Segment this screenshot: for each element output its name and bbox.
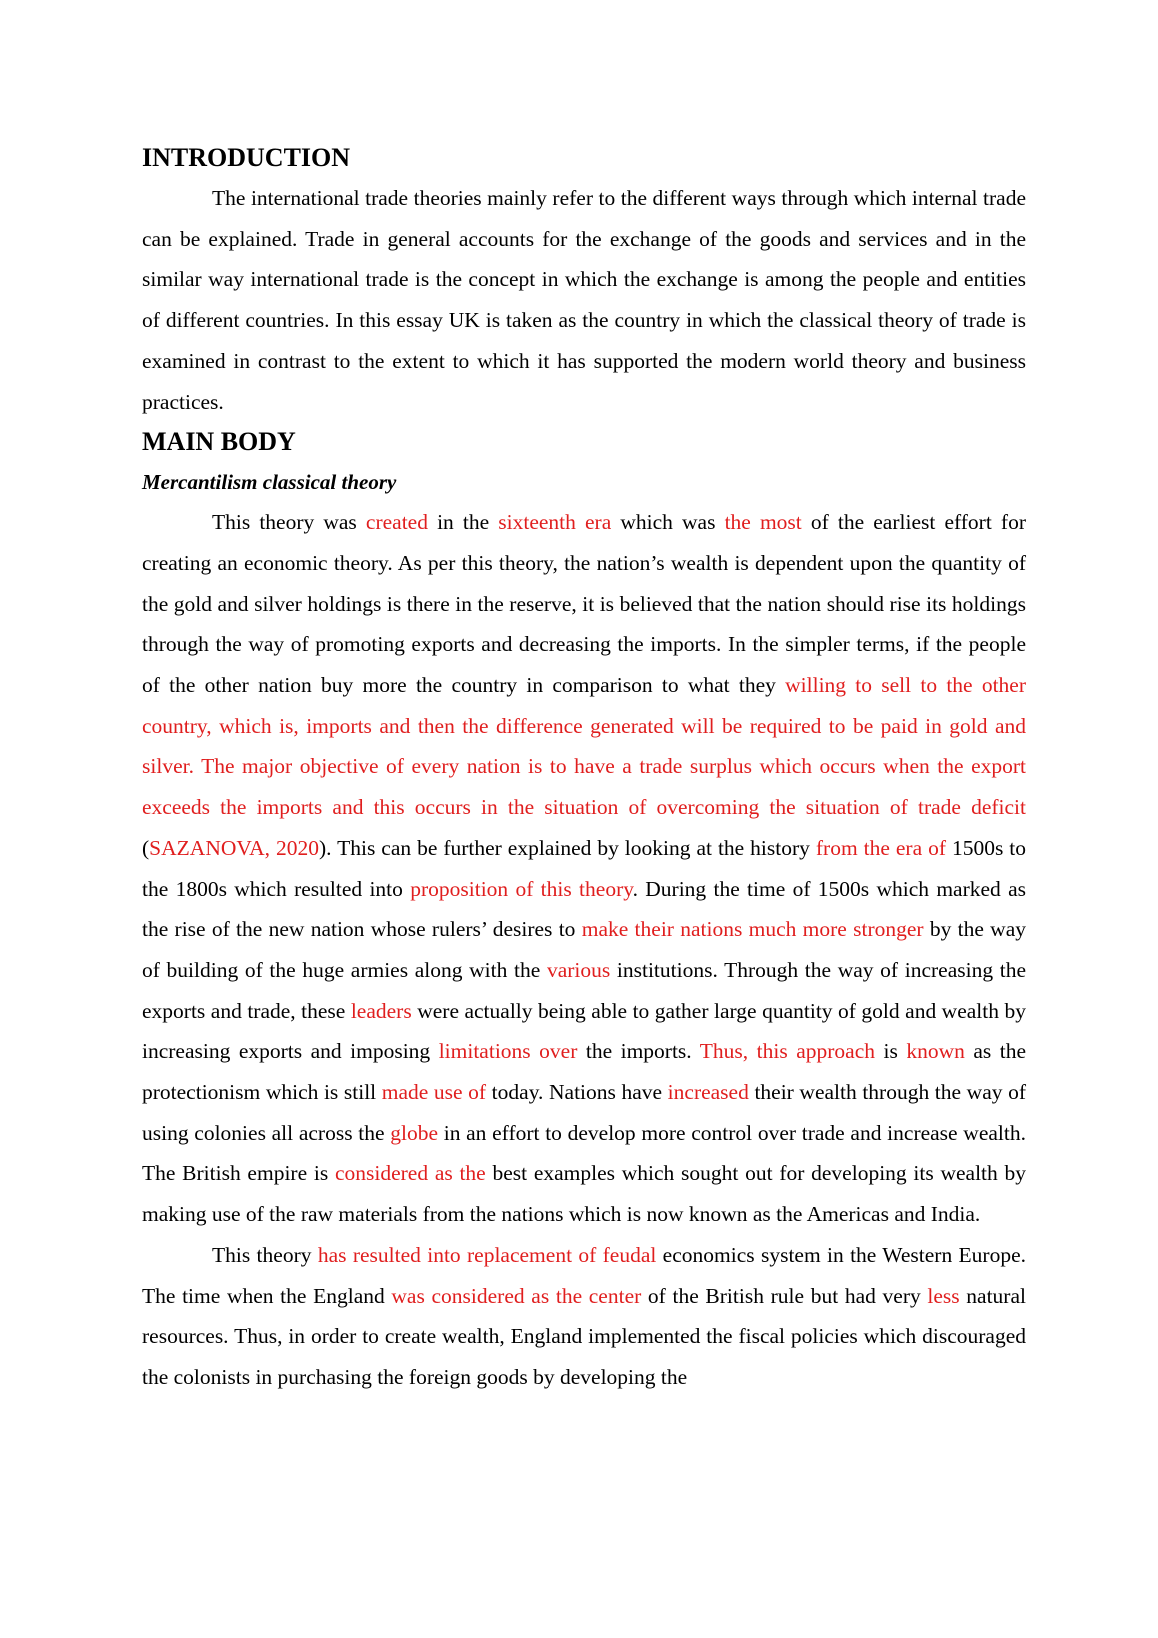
highlighted-text: make their nations much more stronger [581, 917, 924, 942]
highlighted-text: leaders [350, 998, 412, 1023]
text-run: institutions. Through the way of increasing the exports and trade, these [142, 957, 1026, 1023]
text-run: of the British rule but had very [641, 1283, 928, 1308]
text-run: 1500s to the 1800s which resulted into [142, 835, 1027, 901]
text-run: were actually being able to gather large quantity of gold and wealth by increasing exports and imposing [142, 998, 1026, 1064]
text-run: which was [611, 510, 725, 535]
highlighted-text: globe [390, 1120, 439, 1145]
paragraph-introduction [142, 178, 1026, 422]
text-run: by the way of building of the huge armies along with the [142, 917, 1026, 982]
highlighted-text: was considered as the center [391, 1283, 642, 1308]
text-run: . During the time of 1500s which marked as the rise of the new nation whose rulers’ desires to [142, 876, 1027, 942]
text-run: as the protectionism which is still [142, 1039, 1026, 1105]
highlighted-text: various [546, 957, 611, 982]
text-run: economics system in the Western Europe. The time when the England [142, 1242, 1026, 1308]
highlighted-text: made use of [381, 1080, 487, 1105]
highlighted-text: less [927, 1283, 960, 1308]
highlighted-text: limitations over [438, 1039, 578, 1064]
highlighted-text: increased [667, 1080, 749, 1105]
highlighted-text: has resulted into replacement of feudal [317, 1242, 657, 1267]
heading-main-body: MAIN BODY [142, 427, 296, 457]
text-run: is [874, 1039, 907, 1064]
highlighted-text: proposition of this theory [410, 876, 633, 901]
text-run: today. Nations have [486, 1080, 668, 1105]
subheading-mercantilism: Mercantilism classical theory [142, 470, 397, 495]
highlighted-text: from the era of [815, 835, 946, 860]
highlighted-text: Thus, this approach [699, 1039, 875, 1064]
text-run: of the earliest effort for creating an economic theory. As per this theory, the nation’s wealth is dependent upon the quantity of the gold and silver holdings is there in the reserve, it is believed that the nation should rise its holdings through the way of promoting exports and decreasing the imports. In the simpler terms, if the people of the other nation buy more the country in comparison to what they [142, 510, 1026, 698]
highlighted-text: sixteenth era [498, 510, 612, 535]
text-run: best examples which sought out for developing its wealth by making use of the raw materials from the nations which is now known as the Americas and India. [142, 1161, 1027, 1227]
highlighted-text: willing to sell to the other country, which is, imports and then the difference generated will be required to be paid in gold and silver. The major objective of every nation is to have a trade surplus which occurs when the export exceeds the imports and this occurs in the situation of overcoming the situation of trade deficit [142, 673, 1026, 820]
text-run: natural resources. Thus, in order to create wealth, England implemented the fiscal policies which discouraged the colonists in purchasing the foreign goods by developing the [142, 1283, 1026, 1389]
highlighted-text: SAZANOVA, 2020 [149, 835, 319, 860]
text-run: in an effort to develop more control over trade and increase wealth. The British empire is [142, 1120, 1026, 1186]
text-run: the imports. [577, 1039, 700, 1064]
highlighted-text: known [906, 1039, 965, 1064]
text-run: The international trade theories mainly refer to the different ways through which internal trade can be explained. Trade in general accounts for the exchange of the goods and services and in the similar way international trade is the concept in which the exchange is among the people and entities of different countries. In this essay UK is taken as the country in which the classical theory of trade is examined in contrast to the extent to which it has supported the modern world theory and business practices. [142, 186, 1026, 414]
text-run: ). This can be further explained by looking at the history [319, 835, 816, 860]
paragraph-mercantilism-2 [142, 1235, 1026, 1398]
heading-introduction: INTRODUCTION [142, 143, 351, 172]
text-run: This theory [212, 1242, 318, 1267]
document-page [142, 138, 1026, 1398]
highlighted-text: created [365, 510, 428, 535]
paragraph-mercantilism-1 [142, 502, 1026, 1235]
text-run: ( [142, 835, 150, 860]
highlighted-text: the most [724, 510, 802, 535]
text-run: their wealth through the way of using colonies all across the [142, 1080, 1026, 1145]
highlighted-text: considered as the [334, 1161, 486, 1186]
text-run: This theory was [212, 510, 366, 535]
text-run: in the [427, 510, 499, 535]
